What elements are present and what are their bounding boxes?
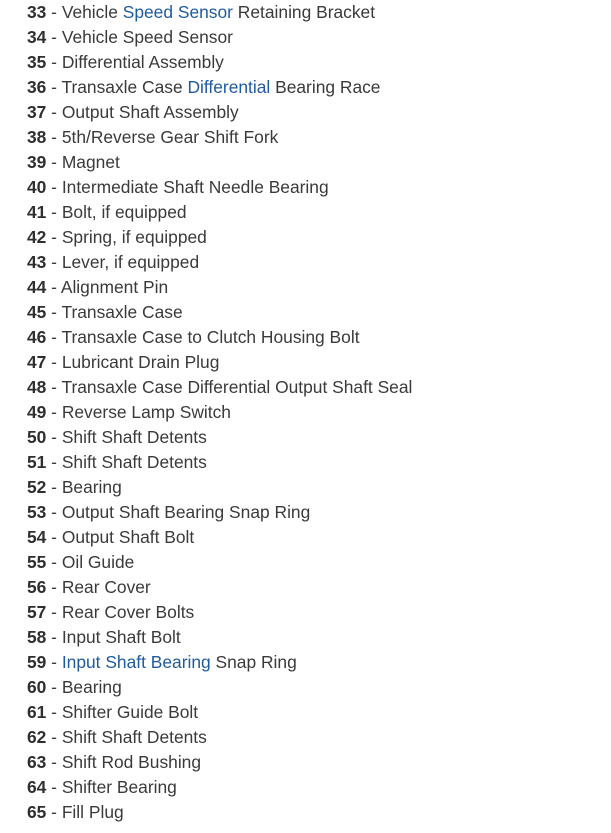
- part-number: 51: [27, 452, 47, 472]
- part-item: [27, 100, 412, 125]
- part-item: [27, 500, 412, 525]
- part-separator: -: [46, 152, 62, 172]
- part-item: [27, 425, 412, 450]
- part-item: [27, 200, 412, 225]
- part-separator: -: [46, 502, 62, 522]
- part-number: 53: [27, 502, 47, 522]
- part-description: Shift Shaft Detents: [61, 427, 207, 447]
- part-separator: -: [46, 2, 62, 22]
- part-item: [27, 275, 412, 300]
- part-number: 58: [27, 627, 47, 647]
- part-description: Shift Shaft Detents: [61, 727, 207, 747]
- part-item: [27, 450, 412, 475]
- part-separator: -: [46, 452, 62, 472]
- part-description: Shifter Bearing: [61, 777, 177, 797]
- part-description: Vehicle Speed Sensor: [61, 27, 233, 47]
- part-item: [27, 400, 412, 425]
- part-number: 42: [27, 227, 47, 247]
- part-number: 45: [27, 302, 47, 322]
- part-separator: -: [46, 27, 62, 47]
- part-item: [27, 600, 412, 625]
- part-item: [27, 75, 412, 100]
- part-item: [27, 375, 412, 400]
- part-description: Transaxle Case: [61, 302, 183, 322]
- part-description: Lubricant Drain Plug: [61, 352, 220, 372]
- part-description: Oil Guide: [61, 552, 135, 572]
- part-separator: -: [46, 777, 62, 797]
- part-number: 63: [27, 752, 47, 772]
- part-item: [27, 650, 412, 675]
- part-description: Differential Assembly: [61, 52, 224, 72]
- part-number: 40: [27, 177, 47, 197]
- part-separator: -: [46, 552, 62, 572]
- part-separator: -: [46, 627, 62, 647]
- part-separator: -: [46, 727, 62, 747]
- part-description: Transaxle Case: [61, 77, 188, 97]
- part-number: 48: [27, 377, 47, 397]
- part-number: 43: [27, 252, 47, 272]
- part-item: [27, 150, 412, 175]
- part-number: 47: [27, 352, 47, 372]
- part-item: [27, 625, 412, 650]
- part-item: [27, 750, 412, 775]
- part-description: Bearing: [61, 477, 122, 497]
- part-separator: -: [46, 402, 62, 422]
- part-number: 54: [27, 527, 47, 547]
- part-number: 46: [27, 327, 47, 347]
- part-separator: -: [46, 702, 62, 722]
- part-item: [27, 350, 412, 375]
- part-description: Intermediate Shaft Needle Bearing: [61, 177, 329, 197]
- part-number: 38: [27, 127, 47, 147]
- part-description: Retaining Bracket: [232, 2, 376, 22]
- part-description: Bearing Race: [270, 77, 381, 97]
- part-separator: -: [46, 127, 62, 147]
- part-item: [27, 800, 412, 825]
- part-link[interactable]: Differential: [187, 77, 271, 97]
- part-separator: -: [46, 177, 62, 197]
- part-number: 56: [27, 577, 47, 597]
- part-description: Input Shaft Bolt: [61, 627, 181, 647]
- part-separator: -: [46, 252, 62, 272]
- part-description: Shift Shaft Detents: [61, 452, 207, 472]
- parts-list: [27, 0, 412, 825]
- part-separator: -: [46, 227, 62, 247]
- part-separator: -: [46, 77, 62, 97]
- part-item: [27, 0, 412, 25]
- part-number: 52: [27, 477, 47, 497]
- part-separator: -: [46, 477, 62, 497]
- part-item: [27, 125, 412, 150]
- part-description: Bolt, if equipped: [61, 202, 187, 222]
- part-description: Transaxle Case Differential Output Shaft Seal: [61, 377, 413, 397]
- part-description: Vehicle: [61, 2, 123, 22]
- part-description: Rear Cover Bolts: [61, 602, 195, 622]
- part-description: Shift Rod Bushing: [61, 752, 202, 772]
- part-separator: -: [46, 577, 62, 597]
- part-description: Transaxle Case to Clutch Housing Bolt: [61, 327, 360, 347]
- part-separator: -: [46, 52, 62, 72]
- part-number: 34: [27, 27, 47, 47]
- part-number: 57: [27, 602, 47, 622]
- part-item: [27, 725, 412, 750]
- part-description: Output Shaft Bearing Snap Ring: [61, 502, 311, 522]
- part-description: Magnet: [61, 152, 120, 172]
- part-link[interactable]: Speed Sensor: [122, 2, 233, 22]
- part-separator: -: [46, 102, 62, 122]
- part-number: 44: [27, 277, 47, 297]
- part-item: [27, 700, 412, 725]
- part-number: 41: [27, 202, 47, 222]
- part-description: Lever, if equipped: [61, 252, 200, 272]
- part-number: 59: [27, 652, 47, 672]
- part-description: Spring, if equipped: [61, 227, 207, 247]
- part-separator: -: [46, 327, 62, 347]
- part-item: [27, 475, 412, 500]
- part-separator: -: [46, 427, 62, 447]
- part-separator: -: [46, 302, 62, 322]
- part-item: [27, 175, 412, 200]
- part-description: Reverse Lamp Switch: [61, 402, 231, 422]
- part-item: [27, 250, 412, 275]
- part-separator: -: [46, 652, 62, 672]
- part-number: 50: [27, 427, 47, 447]
- part-separator: -: [46, 752, 62, 772]
- part-item: [27, 300, 412, 325]
- part-description: Shifter Guide Bolt: [61, 702, 199, 722]
- part-item: [27, 575, 412, 600]
- part-number: 39: [27, 152, 47, 172]
- part-description: Output Shaft Bolt: [61, 527, 195, 547]
- part-item: [27, 25, 412, 50]
- part-description: Rear Cover: [61, 577, 151, 597]
- part-number: 49: [27, 402, 47, 422]
- part-number: 64: [27, 777, 47, 797]
- part-separator: -: [46, 377, 62, 397]
- part-description: 5th/Reverse Gear Shift Fork: [61, 127, 279, 147]
- part-item: [27, 550, 412, 575]
- part-item: [27, 225, 412, 250]
- part-number: 55: [27, 552, 47, 572]
- part-number: 35: [27, 52, 47, 72]
- part-item: [27, 50, 412, 75]
- part-number: 33: [27, 2, 47, 22]
- part-description: Fill Plug: [61, 802, 124, 822]
- part-separator: -: [46, 802, 62, 822]
- part-description: Snap Ring: [210, 652, 297, 672]
- part-separator: -: [46, 677, 62, 697]
- part-description: Alignment Pin: [60, 277, 169, 297]
- part-separator: -: [46, 202, 62, 222]
- part-number: 61: [27, 702, 47, 722]
- part-separator: -: [46, 527, 62, 547]
- part-description: Output Shaft Assembly: [61, 102, 239, 122]
- part-description: Bearing: [61, 677, 122, 697]
- part-separator: -: [46, 602, 62, 622]
- part-link[interactable]: Input Shaft Bearing: [61, 652, 211, 672]
- part-separator: -: [46, 352, 62, 372]
- part-number: 62: [27, 727, 47, 747]
- part-item: [27, 675, 412, 700]
- part-separator: -: [46, 277, 61, 297]
- part-number: 37: [27, 102, 47, 122]
- part-item: [27, 525, 412, 550]
- part-item: [27, 325, 412, 350]
- part-number: 65: [27, 802, 47, 822]
- part-number: 60: [27, 677, 47, 697]
- part-item: [27, 775, 412, 800]
- part-number: 36: [27, 77, 47, 97]
